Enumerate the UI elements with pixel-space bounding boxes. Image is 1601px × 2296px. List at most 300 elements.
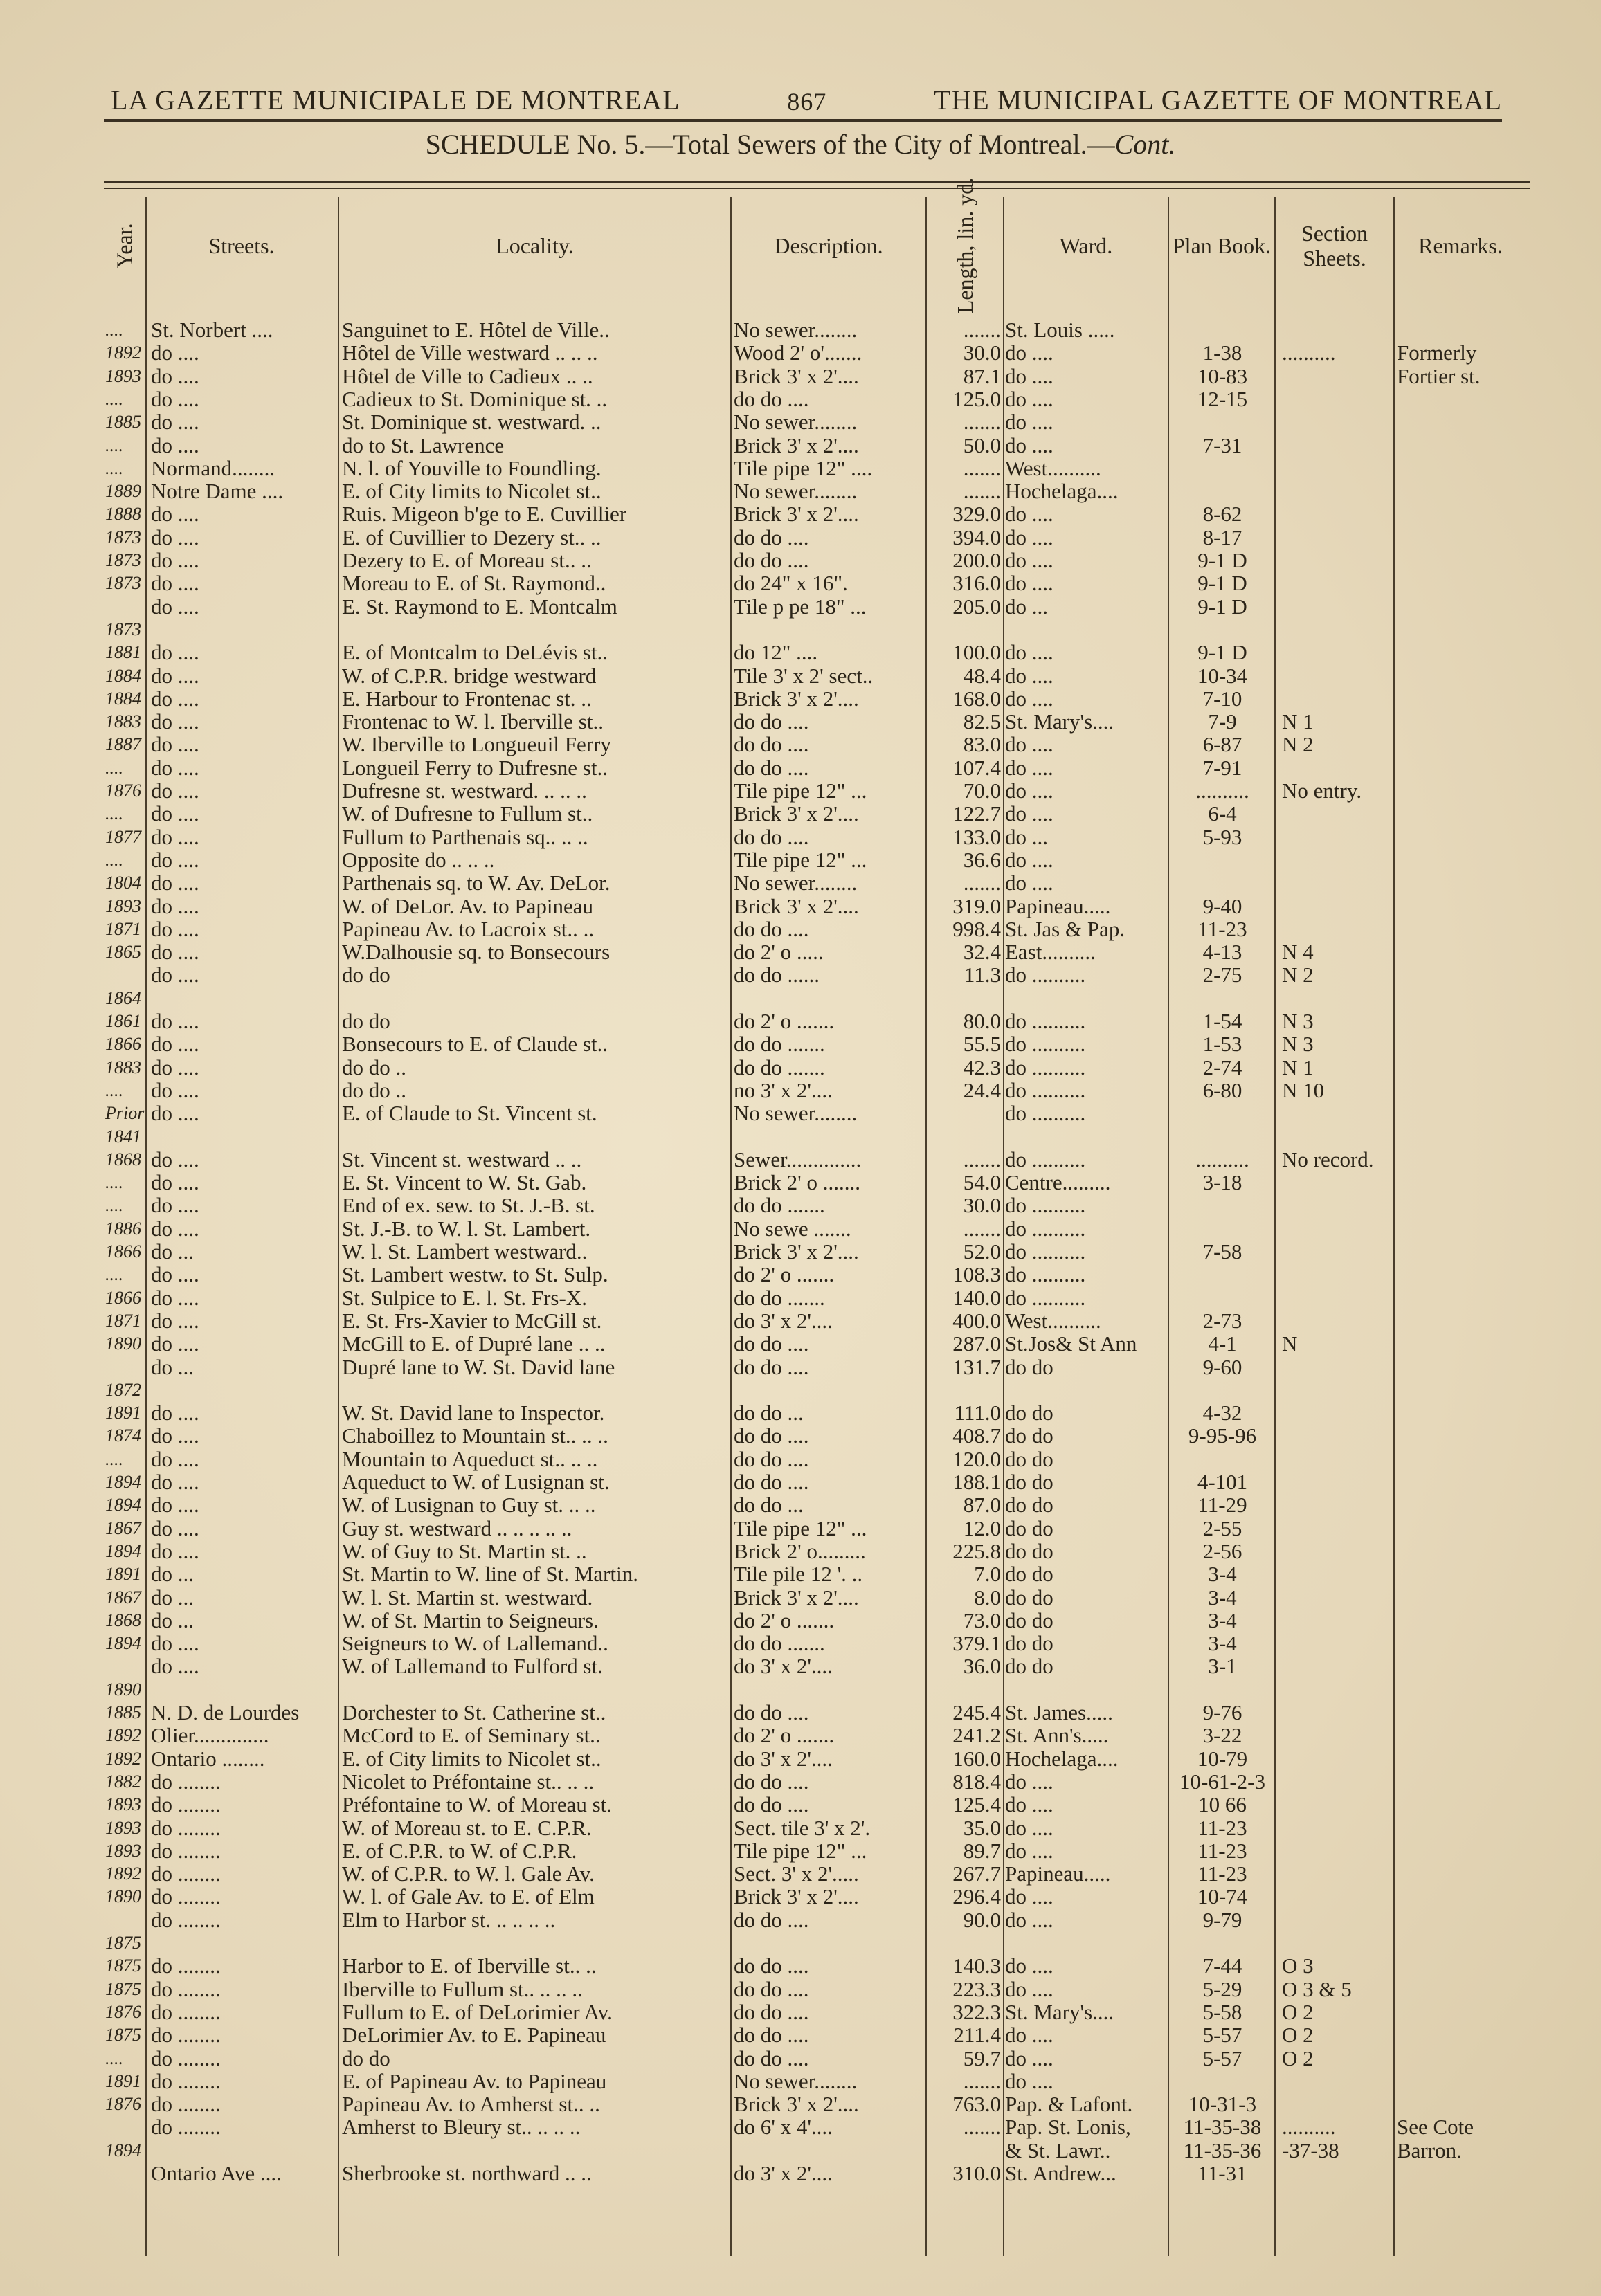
row-description: do 24" x 16". xyxy=(734,572,848,596)
row-description: do do .... xyxy=(734,549,809,572)
row-street: do .... xyxy=(151,733,199,757)
row-street: do .... xyxy=(151,1171,199,1195)
row-plan-book: 7-9 xyxy=(1208,710,1237,734)
row-street: do ........ xyxy=(151,2115,221,2140)
table-row xyxy=(0,871,1601,895)
row-ward: do .... xyxy=(1005,1954,1053,1978)
row-description: do 3' x 2'.... xyxy=(734,1309,833,1333)
row-street: do .... xyxy=(151,1102,199,1126)
row-year: 1892 xyxy=(105,1864,141,1884)
row-plan-book: 9-60 xyxy=(1202,1355,1242,1379)
row-length: 87.1 xyxy=(963,364,1001,388)
row-street: do ........ xyxy=(151,2000,221,2024)
row-ward: St. Ann's..... xyxy=(1005,1724,1109,1748)
row-street: Olier.............. xyxy=(151,1724,269,1748)
table-row xyxy=(0,2093,1601,2116)
row-ward: St.Jos& St Ann xyxy=(1005,1332,1137,1356)
row-plan-book: 6-4 xyxy=(1208,802,1237,826)
row-description: Tile p pe 18" ... xyxy=(734,594,867,619)
row-description: do do .... xyxy=(734,756,809,780)
row-year: Prior xyxy=(105,1103,145,1124)
row-year: 1893 xyxy=(105,1840,141,1861)
row-plan-book: 11-23 xyxy=(1197,917,1247,941)
row-length: ....... xyxy=(963,480,1001,504)
row-street: do ... xyxy=(151,1585,194,1610)
row-length: 168.0 xyxy=(952,686,1001,711)
row-description: Brick 2' o......... xyxy=(734,1539,866,1563)
row-year: 1887 xyxy=(105,734,141,755)
table-row xyxy=(0,1493,1601,1517)
row-street: Normand........ xyxy=(151,456,275,480)
row-year: 1884 xyxy=(105,688,141,709)
table-row xyxy=(0,1263,1601,1286)
row-year: .... xyxy=(105,803,123,824)
col-description-header: Description. xyxy=(774,233,883,258)
table-row xyxy=(0,1978,1601,2001)
row-length: 322.3 xyxy=(952,2000,1001,2024)
row-locality: do do .. xyxy=(342,1078,406,1102)
table-row xyxy=(0,687,1601,711)
row-description: do do .... xyxy=(734,1793,809,1817)
table-row xyxy=(0,1470,1601,1494)
table-row xyxy=(0,1839,1601,1863)
row-description: Brick 2' o ....... xyxy=(734,1171,860,1195)
row-plan-book: 8-62 xyxy=(1202,502,1242,527)
table-row xyxy=(0,1032,1601,1056)
table-row xyxy=(0,1010,1601,1033)
row-description: No sewer........ xyxy=(734,318,858,342)
running-header xyxy=(111,75,1502,116)
row-description: do do .... xyxy=(734,1470,809,1494)
row-year: 1867 xyxy=(105,1587,141,1607)
row-length: 225.8 xyxy=(952,1539,1001,1563)
row-description: Sewer.............. xyxy=(734,1147,862,1172)
table-row xyxy=(0,802,1601,826)
row-locality: End of ex. sew. to St. J.-B. st. xyxy=(342,1194,595,1218)
row-street: do .... xyxy=(151,1078,199,1102)
row-plan-book: 7-10 xyxy=(1202,686,1242,711)
col-remarks-header: Remarks. xyxy=(1418,233,1503,258)
row-year: 1861 xyxy=(105,1011,141,1031)
row-plan-book: 3-4 xyxy=(1208,1562,1237,1587)
row-year: 1876 xyxy=(105,2094,141,2115)
row-ward: do .... xyxy=(1005,341,1053,365)
table-row xyxy=(0,434,1601,457)
row-section-sheets: No record. xyxy=(1282,1147,1374,1172)
row-year: 1873 xyxy=(105,573,141,594)
table-top-rule xyxy=(104,181,1530,183)
row-length: 763.0 xyxy=(952,2093,1001,2117)
row-locality: E. of Montcalm to DeLévis st.. xyxy=(342,641,608,665)
table-row xyxy=(0,549,1601,572)
row-ward: Pap. & Lafont. xyxy=(1005,2093,1133,2117)
row-ward: do do xyxy=(1005,1447,1053,1471)
row-year: 1877 xyxy=(105,826,141,847)
row-description: Tile pipe 12" ... xyxy=(734,779,867,803)
row-plan-book: 9-1 D xyxy=(1197,572,1247,596)
row-section-sheets: .......... xyxy=(1282,341,1336,365)
row-locality: St. Vincent st. westward .. .. xyxy=(342,1147,582,1172)
row-street: do .... xyxy=(151,664,199,688)
header-english-title: THE MUNICIPAL GAZETTE OF MONTREAL xyxy=(933,84,1502,116)
row-ward: do .......... xyxy=(1005,1286,1086,1310)
row-locality: Papineau Av. to Amherst st.. .. xyxy=(342,2093,600,2117)
row-length: 59.7 xyxy=(963,2046,1001,2070)
row-plan-book: 9-40 xyxy=(1202,894,1242,918)
row-plan-book: 2-74 xyxy=(1202,1055,1242,1079)
row-plan-book: 10-74 xyxy=(1197,1885,1248,1909)
row-ward: do .... xyxy=(1005,802,1053,826)
row-length: 122.7 xyxy=(952,802,1001,826)
row-locality: Dupré lane to W. St. David lane xyxy=(342,1355,615,1379)
row-street: do .... xyxy=(151,1032,199,1057)
row-length: 108.3 xyxy=(952,1263,1001,1287)
table-row xyxy=(0,1056,1601,1079)
row-locality: St. Dominique st. westward. .. xyxy=(342,410,601,435)
row-plan-book: 9-1 D xyxy=(1197,641,1247,665)
row-plan-book: .......... xyxy=(1195,779,1249,803)
row-year: .... xyxy=(105,320,123,340)
row-street: do ........ xyxy=(151,2069,221,2093)
row-plan-book: 11-23 xyxy=(1197,1862,1247,1886)
row-year: .... xyxy=(105,1172,123,1193)
row-plan-book: 11-23 xyxy=(1197,1839,1247,1863)
row-section-sheets: No entry. xyxy=(1282,779,1362,803)
row-street: do .... xyxy=(151,894,199,918)
row-plan-book: 3-4 xyxy=(1208,1632,1237,1656)
table-row xyxy=(0,664,1601,688)
row-ward: do .... xyxy=(1005,1885,1053,1909)
row-description: Brick 3' x 2'.... xyxy=(734,802,859,826)
row-locality: Sherbrooke st. northward .. .. xyxy=(342,2162,592,2185)
table-row xyxy=(0,733,1601,756)
row-locality: Elm to Harbor st. .. .. .. .. xyxy=(342,1908,556,1932)
row-year: 1875 xyxy=(105,2025,141,2046)
row-locality: Papineau Av. to Lacroix st.. .. xyxy=(342,917,595,941)
row-length: ....... xyxy=(963,318,1001,342)
row-locality: do do xyxy=(342,1010,390,1033)
row-length: 131.7 xyxy=(952,1355,1001,1379)
row-description: Brick 3' x 2'.... xyxy=(734,364,859,388)
row-length: 48.4 xyxy=(963,664,1001,688)
row-year: 1892 xyxy=(105,1725,141,1746)
table-row xyxy=(0,848,1601,872)
row-street: do ........ xyxy=(151,1885,221,1909)
schedule-cont: Cont. xyxy=(1114,129,1176,160)
row-length: ....... xyxy=(963,2069,1001,2093)
row-description: No sewer........ xyxy=(734,480,858,504)
row-locality: Frontenac to W. l. Iberville st.. xyxy=(342,710,604,734)
row-locality: W. of C.P.R. bridge westward xyxy=(342,664,597,688)
row-length: 87.0 xyxy=(963,1493,1001,1518)
row-plan-book: 10-31-3 xyxy=(1188,2093,1257,2117)
row-length: 205.0 xyxy=(952,594,1001,619)
row-year: 1804 xyxy=(105,873,141,893)
row-description: do do .... xyxy=(734,1424,809,1448)
row-plan-book: 7-44 xyxy=(1202,1954,1242,1978)
row-year: 1892 xyxy=(105,343,141,363)
row-length: 125.0 xyxy=(952,387,1001,411)
row-length: 35.0 xyxy=(963,1816,1001,1840)
row-year: 1867 xyxy=(105,1518,141,1538)
header-french-title: LA GAZETTE MUNICIPALE DE MONTREAL xyxy=(111,84,680,116)
row-length: 100.0 xyxy=(952,641,1001,665)
table-top-rule-thin xyxy=(104,188,1530,189)
row-plan-book: 8-17 xyxy=(1202,525,1242,549)
row-locality: do do xyxy=(342,2046,390,2070)
row-ward: East.......... xyxy=(1005,940,1096,965)
row-description: No sewer........ xyxy=(734,871,858,895)
row-length: 160.0 xyxy=(952,1747,1001,1771)
row-description: Tile pipe 12" ... xyxy=(734,1839,867,1863)
row-description: No sewer........ xyxy=(734,1102,858,1126)
row-year: 1885 xyxy=(105,412,141,432)
row-ward: do .......... xyxy=(1005,1263,1086,1287)
row-locality: Chaboillez to Mountain st.. .. .. xyxy=(342,1424,608,1448)
row-ward: do .... xyxy=(1005,1816,1053,1840)
row-length: 11.3 xyxy=(964,963,1001,987)
table-row xyxy=(0,1609,1601,1632)
table-row xyxy=(0,1770,1601,1794)
row-plan-book: 1-54 xyxy=(1202,1010,1242,1033)
row-locality: Dezery to E. of Moreau st.. .. xyxy=(342,549,592,572)
row-locality: Mountain to Aqueduct st.. .. .. xyxy=(342,1447,598,1471)
row-ward: do .... xyxy=(1005,572,1053,596)
row-plan-book: 10 66 xyxy=(1198,1793,1247,1817)
row-description: Brick 3' x 2'.... xyxy=(734,2093,859,2117)
row-year: 1868 xyxy=(105,1149,141,1169)
table-row xyxy=(0,756,1601,780)
row-description: Wood 2' o'....... xyxy=(734,341,862,365)
table-row xyxy=(0,1286,1601,1310)
row-street: do .... xyxy=(151,410,199,435)
row-ward: St. Mary's.... xyxy=(1005,2000,1114,2024)
row-description: do do ....... xyxy=(734,1632,825,1656)
row-ward: do .......... xyxy=(1005,1102,1086,1126)
row-ward: Papineau..... xyxy=(1005,894,1111,918)
table-row xyxy=(0,1862,1601,1886)
row-description: do 3' x 2'.... xyxy=(734,1655,833,1679)
row-locality: McGill to E. of Dupré lane .. .. xyxy=(342,1332,606,1356)
row-locality: Aqueduct to W. of Lusignan st. xyxy=(342,1470,610,1494)
row-description: do do .... xyxy=(734,1355,809,1379)
row-length: 245.4 xyxy=(952,1701,1001,1724)
row-description: Tile pipe 12" ... xyxy=(734,848,867,872)
table-row xyxy=(0,1562,1601,1586)
row-length: 107.4 xyxy=(952,756,1001,780)
row-length: 319.0 xyxy=(952,894,1001,918)
row-ward: do .... xyxy=(1005,2069,1053,2093)
row-street: do .... xyxy=(151,433,199,457)
row-description: Brick 3' x 2'.... xyxy=(734,686,859,711)
row-description: do do .... xyxy=(734,917,809,941)
row-length: ....... xyxy=(963,456,1001,480)
row-ward: do do xyxy=(1005,1632,1053,1656)
row-street: do .... xyxy=(151,802,199,826)
row-locality: do do xyxy=(342,963,390,987)
table-row xyxy=(0,2047,1601,2070)
row-year: .... xyxy=(105,1264,123,1285)
table-row xyxy=(0,826,1601,849)
row-year: 1884 xyxy=(105,665,141,686)
row-street: do ........ xyxy=(151,1954,221,1978)
row-length: 211.4 xyxy=(953,2023,1001,2048)
col-streets-header: Streets. xyxy=(208,233,275,258)
row-ward: Hochelaga.... xyxy=(1005,480,1119,504)
row-street: do .... xyxy=(151,594,199,619)
row-plan-book: 5-58 xyxy=(1202,2000,1242,2024)
row-length: ....... xyxy=(963,871,1001,895)
table-row xyxy=(0,918,1601,941)
row-locality: Ruis. Migeon b'ge to E. Cuvillier xyxy=(342,502,627,527)
row-ward: do .......... xyxy=(1005,1032,1086,1057)
row-plan-book: 3-1 xyxy=(1208,1655,1237,1679)
row-ward: Centre......... xyxy=(1005,1171,1111,1195)
row-street: do .... xyxy=(151,1539,199,1563)
row-length: 32.4 xyxy=(963,940,1001,965)
row-length: 7.0 xyxy=(974,1562,1001,1587)
row-locality: Iberville to Fullum st.. .. .. .. xyxy=(342,1977,583,2001)
row-ward: do .... xyxy=(1005,733,1053,757)
row-year: 1868 xyxy=(105,1610,141,1630)
row-street: do .... xyxy=(151,502,199,527)
row-length: 310.0 xyxy=(952,2162,1001,2185)
row-ward: do do xyxy=(1005,1470,1053,1494)
row-street: Ontario ........ xyxy=(151,1747,265,1771)
row-year: 1891 xyxy=(105,1403,141,1423)
row-length: 329.0 xyxy=(952,502,1001,527)
row-length: 30.0 xyxy=(963,1194,1001,1218)
row-length: 80.0 xyxy=(963,1010,1001,1033)
row-section-sheets: N xyxy=(1282,1332,1298,1356)
row-description: Tile pipe 12" .... xyxy=(734,456,873,480)
row-locality: E. St. Vincent to W. St. Gab. xyxy=(342,1171,587,1195)
row-plan-book: 11-35-38 xyxy=(1183,2115,1262,2140)
row-ward: do do xyxy=(1005,1516,1053,1540)
row-ward: do .......... xyxy=(1005,1010,1086,1033)
row-section-sheets: -37-38 xyxy=(1282,2138,1339,2162)
row-locality: Guy st. westward .. .. .. .. .. xyxy=(342,1516,572,1540)
row-description: do do ....... xyxy=(734,1055,825,1079)
row-section-sheets: N 2 xyxy=(1282,963,1314,987)
row-ward: St. Jas & Pap. xyxy=(1005,917,1125,941)
row-plan-book: 3-4 xyxy=(1208,1585,1237,1610)
row-description: do do ....... xyxy=(734,1194,825,1218)
row-description: No sewe ....... xyxy=(734,1217,851,1241)
row-description: no 3' x 2'.... xyxy=(734,1078,833,1102)
row-locality: N. l. of Youville to Foundling. xyxy=(342,456,601,480)
row-locality: W. of St. Martin to Seigneurs. xyxy=(342,1608,599,1632)
row-ward: do .... xyxy=(1005,1908,1053,1932)
row-street: do .... xyxy=(151,940,199,965)
row-ward: do .......... xyxy=(1005,963,1086,987)
table-row xyxy=(0,1356,1601,1379)
row-length: 90.0 xyxy=(963,1908,1001,1932)
row-year: .... xyxy=(105,435,123,455)
table-row xyxy=(0,1724,1601,1747)
row-section-sheets: N 3 xyxy=(1282,1032,1314,1057)
row-locality: E. of City limits to Nicolet st.. xyxy=(342,480,601,504)
row-year: 1873 xyxy=(105,619,141,639)
row-year: 1890 xyxy=(105,1679,141,1700)
row-year: 1876 xyxy=(105,2001,141,2022)
row-length: 120.0 xyxy=(952,1447,1001,1471)
table-row xyxy=(0,987,1601,1010)
header-rule xyxy=(104,119,1502,122)
row-ward: Pap. St. Lonis, xyxy=(1005,2115,1131,2140)
table-row xyxy=(0,1240,1601,1264)
table-row xyxy=(0,1171,1601,1194)
table-row xyxy=(0,388,1601,411)
table-row xyxy=(0,1540,1601,1563)
row-plan-book: 2-55 xyxy=(1202,1516,1242,1540)
table-row xyxy=(0,1125,1601,1149)
row-plan-book: 7-58 xyxy=(1202,1240,1242,1264)
row-year: 1894 xyxy=(105,1472,141,1492)
row-section-sheets: N 4 xyxy=(1282,940,1314,965)
row-locality: W. l. St. Martin st. westward. xyxy=(342,1585,593,1610)
row-description: Tile pile 12 '. .. xyxy=(734,1562,863,1587)
table-row xyxy=(0,1885,1601,1908)
table-row xyxy=(0,940,1601,964)
table-row xyxy=(0,2115,1601,2139)
row-locality: Parthenais sq. to W. Av. DeLor. xyxy=(342,871,610,895)
table-row xyxy=(0,2023,1601,2047)
table-row xyxy=(0,1332,1601,1356)
row-locality: do to St. Lawrence xyxy=(342,433,505,457)
row-ward: do .......... xyxy=(1005,1240,1086,1264)
row-street: do .... xyxy=(151,756,199,780)
row-length: 89.7 xyxy=(963,1839,1001,1863)
row-plan-book: 4-13 xyxy=(1202,940,1242,965)
table-row xyxy=(0,1908,1601,1932)
table-row xyxy=(0,1816,1601,1840)
row-locality: do do .. xyxy=(342,1055,406,1079)
row-length: 241.2 xyxy=(952,1724,1001,1748)
row-ward: do .......... xyxy=(1005,1078,1086,1102)
row-year: 1893 xyxy=(105,895,141,916)
row-year: 1873 xyxy=(105,527,141,547)
row-year: 1872 xyxy=(105,1379,141,1400)
row-plan-book: 3-18 xyxy=(1202,1171,1242,1195)
row-street: do .... xyxy=(151,1516,199,1540)
row-plan-book: 10-61-2-3 xyxy=(1179,1769,1265,1794)
row-ward: do do xyxy=(1005,1585,1053,1610)
row-locality: W. l. of Gale Av. to E. of Elm xyxy=(342,1885,595,1909)
row-year: 1873 xyxy=(105,550,141,570)
row-year: 1864 xyxy=(105,987,141,1008)
table-row xyxy=(0,318,1601,342)
row-year: 1886 xyxy=(105,1218,141,1239)
row-ward: do .... xyxy=(1005,387,1053,411)
row-street: do .... xyxy=(151,848,199,872)
row-street: do .... xyxy=(151,525,199,549)
row-plan-book: 9-1 D xyxy=(1197,594,1247,619)
row-plan-book: 5-57 xyxy=(1202,2046,1242,2070)
row-plan-book: 9-95-96 xyxy=(1188,1424,1257,1448)
row-locality: W. of Lusignan to Guy st. .. .. xyxy=(342,1493,596,1518)
row-section-sheets: N 1 xyxy=(1282,710,1314,734)
row-street: do .... xyxy=(151,710,199,734)
row-description: Sect. tile 3' x 2'. xyxy=(734,1816,871,1840)
row-locality: St. Martin to W. line of St. Martin. xyxy=(342,1562,638,1587)
row-length: 36.6 xyxy=(963,848,1001,872)
row-ward: do .... xyxy=(1005,871,1053,895)
table-row xyxy=(0,1424,1601,1448)
row-locality: McCord to E. of Seminary st.. xyxy=(342,1724,601,1748)
row-description: do 3' x 2'.... xyxy=(734,1747,833,1771)
row-ward: St. Andrew... xyxy=(1005,2162,1116,2185)
